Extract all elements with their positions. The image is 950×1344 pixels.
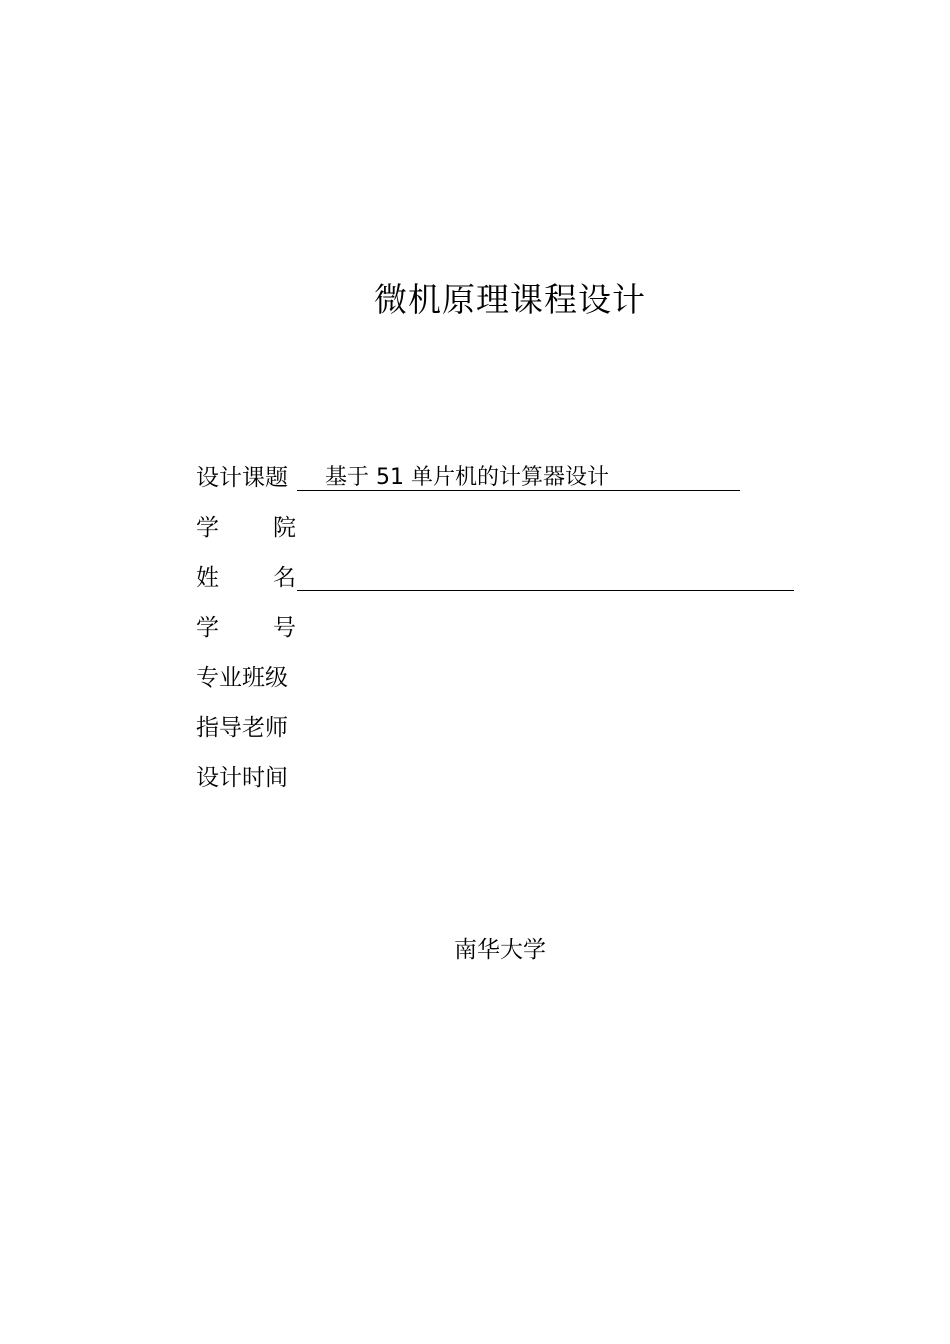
field-advisor-label: 指导老师: [196, 715, 288, 741]
field-name-label-char-2: 名: [273, 565, 296, 591]
university-name: 南华大学: [454, 937, 546, 963]
field-name-underline: [297, 558, 794, 591]
field-student-id-label-char-2: 号: [273, 615, 296, 641]
page-title: 微机原理课程设计: [374, 280, 646, 319]
field-topic-label: 设计课题: [196, 465, 288, 491]
field-topic: [196, 458, 816, 508]
field-college-label-char-1: 学: [196, 515, 219, 541]
field-major-class-label: 专业班级: [196, 665, 288, 691]
field-name-label-char-1: 姓: [196, 565, 219, 591]
field-major-class: [196, 658, 816, 708]
cover-info-form: [196, 458, 816, 808]
field-topic-value: 基于 51 单片机的计算器设计: [325, 465, 609, 490]
field-college-label-char-2: 院: [273, 515, 296, 541]
field-advisor: [196, 708, 816, 758]
field-design-time-label: 设计时间: [196, 765, 288, 791]
field-student-id: [196, 608, 816, 658]
field-name-label: [196, 558, 296, 598]
field-college-label: [196, 508, 296, 548]
field-design-time: [196, 758, 816, 808]
field-college: [196, 508, 816, 558]
field-student-id-label: [196, 608, 296, 648]
field-name: [196, 558, 816, 608]
field-student-id-label-char-1: 学: [196, 615, 219, 641]
